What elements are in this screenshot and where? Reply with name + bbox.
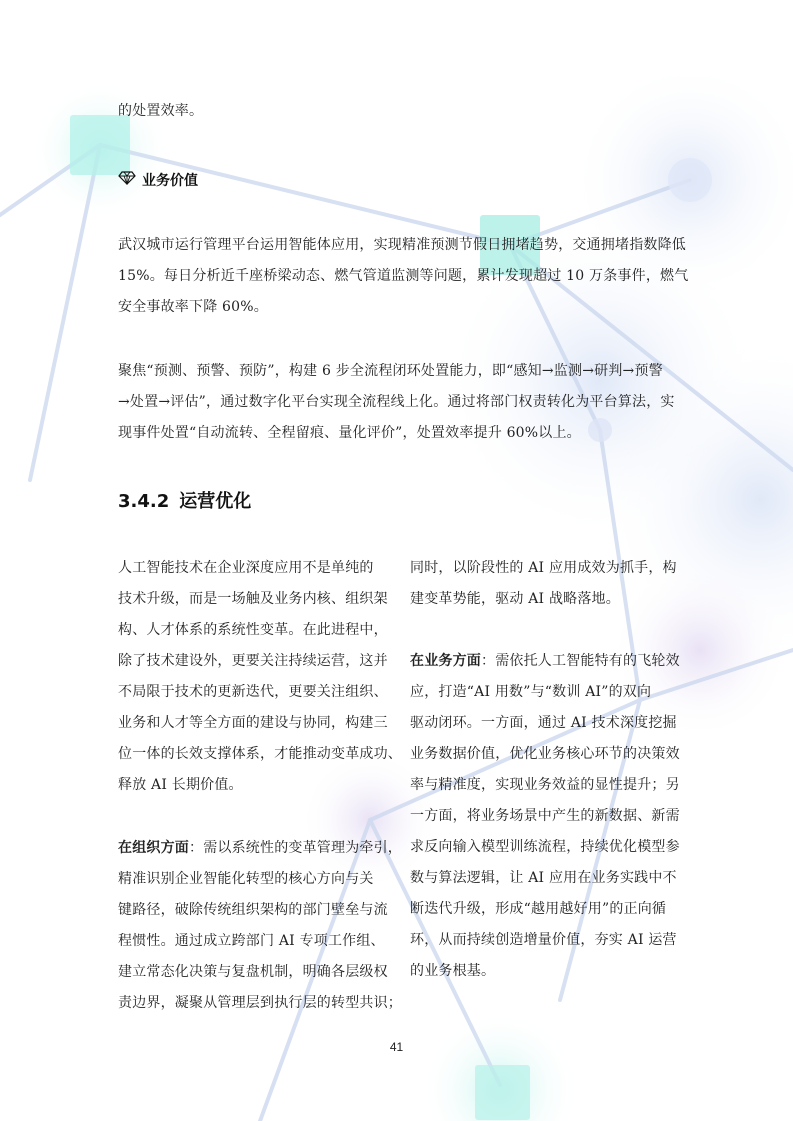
- text-line: 程惯性。通过成立跨部门 AI 专项工作组、: [118, 933, 385, 949]
- left-column-organization-paragraph: [118, 833, 402, 1019]
- section-heading: [118, 487, 251, 513]
- text-line: →处置→评估”，通过数字化平台实现全流程线上化。通过将部门权责转化为平台算法，实: [118, 394, 675, 410]
- text-line: 除了技术建设外，更要关注持续运营，这并: [118, 653, 388, 669]
- text-line: 不局限于技术的更新迭代，更要关注组织、: [118, 684, 388, 700]
- paragraph-wuhan-case: [118, 230, 689, 323]
- organization-lead: 在组织方面: [118, 840, 189, 856]
- text-line: 15%。每日分析近千座桥梁动态、燃气管道监测等问题，累计发现超过 10 万条事件，燃气: [118, 268, 689, 284]
- organization-first-line-rest: ：需以系统性的变革管理为牵引，: [189, 840, 402, 856]
- text-line: 求反向输入模型训练流程，持续优化模型参: [410, 839, 680, 855]
- text-line: [118, 833, 402, 864]
- text-line: 键路径，破除传统组织架构的部门壁垒与流: [118, 902, 388, 918]
- text-line: 环，从而持续创造增量价值，夯实 AI 运营: [410, 932, 677, 948]
- text-line: 位一体的长效支撑体系，才能推动变革成功、: [118, 746, 402, 762]
- intro-tail-text: [118, 96, 678, 127]
- text-line: 的处置效率。: [118, 103, 204, 119]
- text-line: 数与算法逻辑，让 AI 应用在业务实践中不: [410, 870, 677, 886]
- business-first-line-rest: ：需依托人工智能特有的飞轮效: [481, 653, 680, 669]
- text-line: 释放 AI 长期价值。: [118, 777, 243, 793]
- business-lead: 在业务方面: [410, 653, 481, 669]
- text-line: 责边界，凝聚从管理层到执行层的转型共识；: [118, 995, 402, 1011]
- text-line: 建立常态化决策与复盘机制，明确各层级权: [118, 964, 388, 980]
- right-column-business-paragraph: [410, 646, 680, 987]
- paragraph-closed-loop: [118, 356, 678, 449]
- text-line: 业务和人才等全方面的建设与协同，构建三: [118, 715, 388, 731]
- left-column-paragraph-1: [118, 553, 402, 801]
- page-number: 41: [389, 1040, 404, 1054]
- text-line: 安全事故率下降 60%。: [118, 299, 268, 315]
- text-line: 一方面，将业务场景中产生的新数据、新需: [410, 808, 680, 824]
- text-line: 精准识别企业智能化转型的核心方向与关: [118, 871, 374, 887]
- text-line: 同时，以阶段性的 AI 应用成效为抓手，构: [410, 560, 677, 576]
- section-heading-title: 运营优化: [179, 491, 252, 512]
- section-label-business-value: [118, 170, 198, 190]
- text-line: 现事件处置“自动流转、全程留痕、量化评价”，处置效率提升 60%以上。: [118, 425, 581, 441]
- text-line: 率与精准度，实现业务效益的显性提升；另: [410, 777, 680, 793]
- section-label-text: 业务价值: [142, 173, 198, 189]
- right-column-paragraph-1: [410, 553, 680, 615]
- text-line: 断迭代升级，形成“越用越好用”的正向循: [410, 901, 667, 917]
- text-line: 人工智能技术在企业深度应用不是单纯的: [118, 560, 374, 576]
- text-line: 构、人才体系的系统性变革。在此进程中，: [118, 622, 388, 638]
- section-heading-number: 3.4.2: [118, 491, 170, 512]
- text-line: 的业务根基。: [410, 963, 496, 979]
- text-line: [410, 646, 680, 677]
- text-line: 驱动闭环。一方面，通过 AI 技术深度挖掘: [410, 715, 677, 731]
- text-line: 建变革势能，驱动 AI 战略落地。: [410, 591, 620, 607]
- text-line: 武汉城市运行管理平台运用智能体应用，实现精准预测节假日拥堵趋势，交通拥堵指数降低: [118, 237, 686, 253]
- text-line: 聚焦“预测、预警、预防”，构建 6 步全流程闭环处置能力，即“感知→监测→研判→预警: [118, 363, 663, 379]
- diamond-icon: [118, 171, 136, 189]
- text-line: 业务数据价值，优化业务核心环节的决策效: [410, 746, 680, 762]
- text-line: 应，打造“AI 用数”与“数训 AI”的双向: [410, 684, 652, 700]
- text-line: 技术升级，而是一场触及业务内核、组织架: [118, 591, 388, 607]
